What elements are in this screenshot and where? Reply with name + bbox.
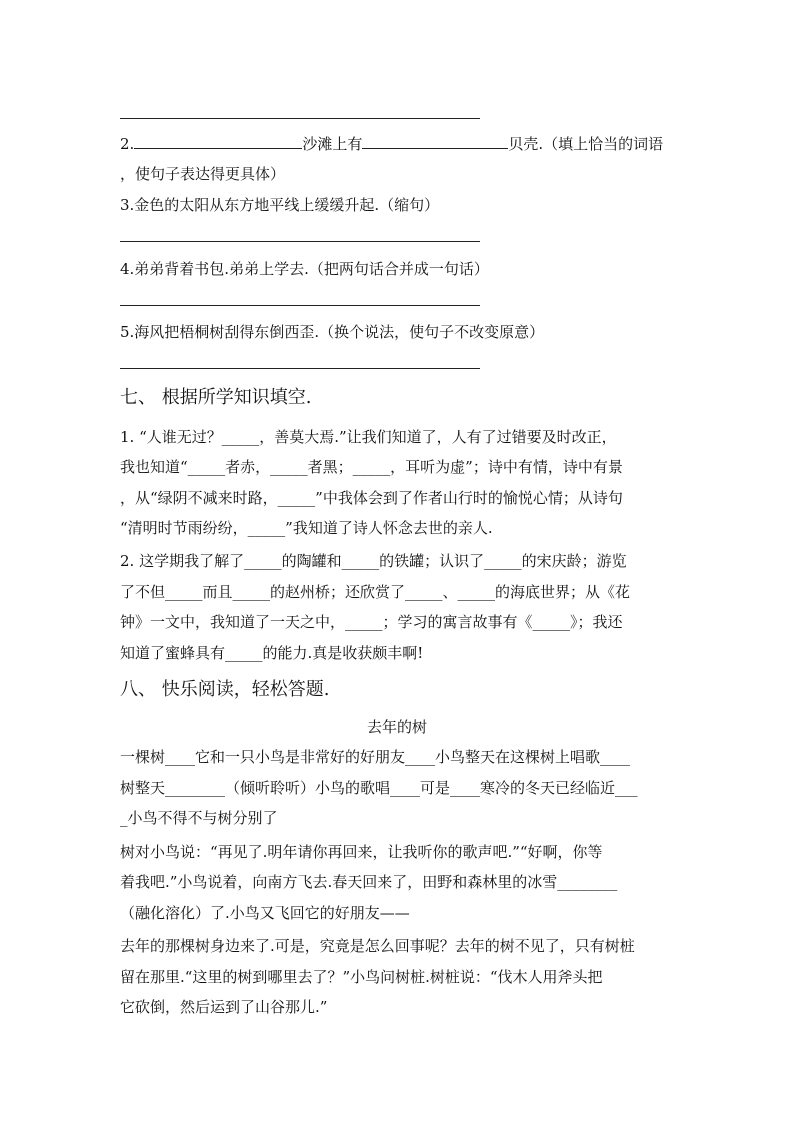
section-7-line: “清明时节雨纷纷，_____”我知道了诗人怀念去世的亲人. <box>120 519 493 537</box>
answer-line <box>120 241 480 242</box>
story-line: 着我吧.”小鸟说着，向南方飞去.春天回来了，田野和森林里的冰雪________ <box>120 873 618 891</box>
story-line: 一棵树____它和一只小鸟是非常好的好朋友____小鸟整天在这棵树上唱歌____ <box>120 748 631 766</box>
section-7-line: 1. “人谁无过？_____，善莫大焉.”让我们知道了，人有了过错要及时改正， <box>120 428 617 446</box>
question-6-2 <box>120 134 663 154</box>
question-6-4: 4.弟弟背着书包.弟弟上学去.（把两句话合并成一句话） <box>120 260 489 278</box>
question-text: 贝壳.（填上恰当的词语 <box>508 135 664 153</box>
story-line: 树整天________（倾听聆听）小鸟的歌唱____可是____寒冷的冬天已经临近___ <box>120 779 638 797</box>
section-7-line: 钟》一文中，我知道了一天之中，_____；学习的寓言故事有《_____》；我还 <box>120 613 623 631</box>
section-8-title: 八、 快乐阅读，轻松答题. <box>120 679 330 700</box>
answer-line <box>120 305 480 306</box>
story-line: 留在那里.“这里的树到哪里去了？”小鸟问树桩.树桩说：“伐木人用斧头把 <box>120 968 603 986</box>
story-line: （融化溶化）了.小鸟又飞回它的好朋友—— <box>120 904 410 922</box>
question-text: 沙滩上有 <box>302 135 363 153</box>
section-7-line: 我也知道“_____者赤，_____者黑；_____，耳听为虚”；诗中有情，诗中有景 <box>120 458 623 476</box>
question-6-5: 5.海风把梧桐树刮得东倒西歪.（换个说法，使句子不改变原意） <box>120 323 545 341</box>
blank-line <box>362 134 508 149</box>
section-7-line: 2. 这学期我了解了_____的陶罐和_____的铁罐；认识了_____的宋庆龄；游览 <box>120 552 627 570</box>
answer-line <box>120 118 480 119</box>
story-line: 树对小鸟说：“再见了.明年请你再回来，让我听你的歌声吧.”“好啊，你等 <box>120 843 603 861</box>
question-number: 2. <box>120 135 135 153</box>
story-line: 去年的那棵树身边来了.可是，究竟是怎么回事呢？去年的树不见了，只有树桩 <box>120 937 635 955</box>
question-6-3: 3.金色的太阳从东方地平线上缓缓升起.（缩句） <box>120 196 440 214</box>
section-7-line: ，从“绿阴不减来时路，_____”中我体会到了作者山行时的愉悦心情；从诗句 <box>120 489 623 507</box>
section-7-title: 七、 根据所学知识填空. <box>120 387 312 408</box>
story-line: _小鸟不得不与树分别了 <box>120 809 278 827</box>
section-7-line: 了不但_____而且_____的赵州桥；还欣赏了_____、_____的海底世界；从《花 <box>120 583 631 601</box>
section-7-line: 知道了蜜蜂具有_____的能力.真是收获颇丰啊! <box>120 644 424 662</box>
answer-line <box>120 368 480 369</box>
question-6-2-cont: ，使句子表达得更具体） <box>120 165 286 183</box>
blank-line <box>134 134 302 149</box>
story-line: 它砍倒，然后运到了山谷那儿.” <box>120 998 328 1016</box>
story-title: 去年的树 <box>366 718 427 736</box>
